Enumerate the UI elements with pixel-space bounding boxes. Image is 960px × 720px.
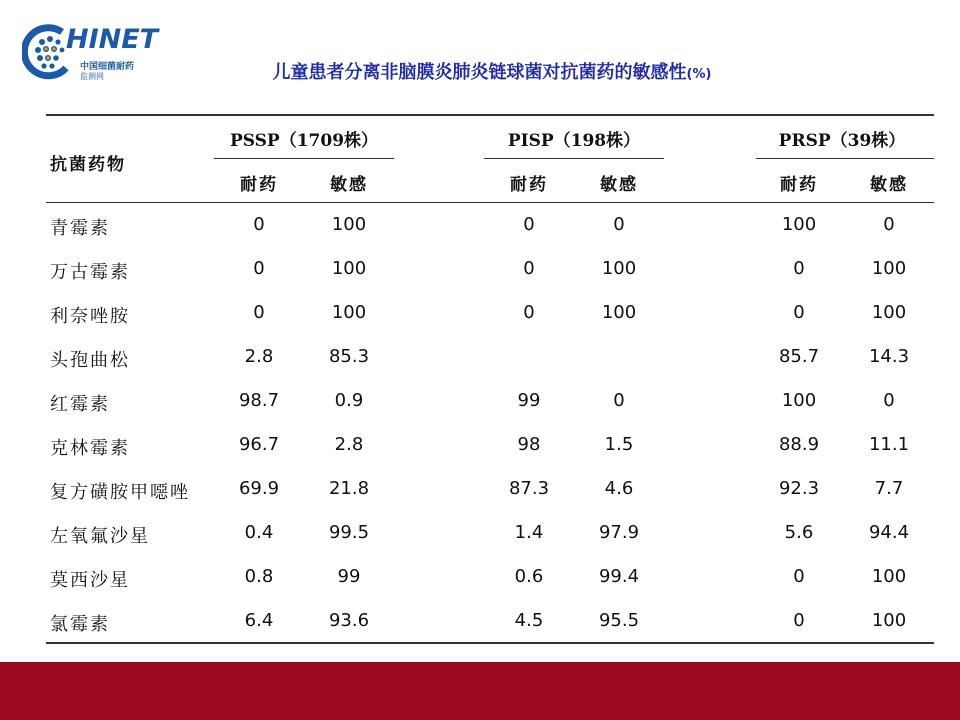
table-cell: 11.1 xyxy=(868,434,910,455)
title-main: 儿童患者分离非脑膜炎肺炎链球菌对抗菌药的敏感性 xyxy=(272,62,687,83)
table-cell: 0 xyxy=(523,258,535,279)
table-cell: 2.8 xyxy=(244,346,274,367)
table-cell: 100 xyxy=(871,566,907,587)
table-cell: 100 xyxy=(871,302,907,323)
logo-subtitle-1: 中国细菌耐药 xyxy=(80,62,135,72)
table-cell: 0 xyxy=(523,302,535,323)
table-cell: 100 xyxy=(331,214,367,235)
drug-name: 克林霉素 xyxy=(50,438,130,459)
table-cell: 87.3 xyxy=(508,478,550,499)
drug-name: 莫西沙星 xyxy=(50,570,130,591)
table-cell: 0 xyxy=(883,390,895,411)
table-cell: 100 xyxy=(781,214,817,235)
table-cell: 4.6 xyxy=(604,478,634,499)
table-cell: 1.5 xyxy=(604,434,634,455)
table-cell: 85.3 xyxy=(328,346,370,367)
subheader-resistant: 耐药 xyxy=(240,175,278,195)
table-cell: 6.4 xyxy=(244,610,274,631)
table-cell: 0 xyxy=(253,214,265,235)
table-cell: 0 xyxy=(793,302,805,323)
table-cell: 2.8 xyxy=(334,434,364,455)
table-cell: 93.6 xyxy=(328,610,370,631)
table-cell: 85.7 xyxy=(778,346,820,367)
table-cell: 97.9 xyxy=(598,522,640,543)
drug-name: 万古霉素 xyxy=(50,262,130,283)
table-cell: 100 xyxy=(331,258,367,279)
subheader-resistant: 耐药 xyxy=(510,175,548,195)
table-cell: 96.7 xyxy=(238,434,280,455)
logo xyxy=(22,22,162,88)
table-cell: 100 xyxy=(781,390,817,411)
drug-name: 左氧氟沙星 xyxy=(50,526,150,547)
table-cell: 69.9 xyxy=(238,478,280,499)
table-top-rule xyxy=(46,114,934,116)
table-cell: 0.4 xyxy=(244,522,274,543)
table-cell: 100 xyxy=(601,258,637,279)
group-header-prsp: PRSP（39株） xyxy=(778,131,906,151)
group-rule-pisp xyxy=(484,158,664,159)
table-cell: 98 xyxy=(517,434,541,455)
page-title xyxy=(212,58,772,84)
subheader-resistant: 耐药 xyxy=(780,175,818,195)
table-cell: 0.6 xyxy=(514,566,544,587)
table-cell: 0 xyxy=(793,610,805,631)
group-rule-prsp xyxy=(756,158,934,159)
table-cell: 99.4 xyxy=(598,566,640,587)
drug-name: 青霉素 xyxy=(50,218,110,239)
drug-name: 利奈唑胺 xyxy=(50,306,130,327)
table-cell: 0 xyxy=(793,566,805,587)
group-rule-pssp xyxy=(214,158,394,159)
group-header-pssp: PSSP（1709株） xyxy=(229,131,379,151)
table-cell: 100 xyxy=(601,302,637,323)
logo-brand: HINET xyxy=(66,24,159,55)
table-cell: 0.9 xyxy=(334,390,364,411)
table-cell: 99 xyxy=(337,566,361,587)
header-bottom-rule xyxy=(46,202,934,203)
subheader-sensitive: 敏感 xyxy=(870,175,908,195)
table-cell: 99.5 xyxy=(328,522,370,543)
table-cell: 0 xyxy=(253,258,265,279)
drug-name: 红霉素 xyxy=(50,394,110,415)
table-cell: 99 xyxy=(517,390,541,411)
title-suffix: (%) xyxy=(686,67,712,82)
table-cell: 14.3 xyxy=(868,346,910,367)
table-cell: 1.4 xyxy=(514,522,544,543)
table-cell: 94.4 xyxy=(868,522,910,543)
drug-name: 复方磺胺甲噁唑 xyxy=(50,482,190,503)
subheader-sensitive: 敏感 xyxy=(330,175,368,195)
table-cell: 0 xyxy=(523,214,535,235)
table-cell: 4.5 xyxy=(514,610,544,631)
logo-subtitle-2: 监测网 xyxy=(80,72,104,81)
table-cell: 0 xyxy=(883,214,895,235)
subheader-sensitive: 敏感 xyxy=(600,175,638,195)
table-cell: 21.8 xyxy=(328,478,370,499)
table-cell: 0 xyxy=(253,302,265,323)
table-cell: 0.8 xyxy=(244,566,274,587)
table-cell: 7.7 xyxy=(874,478,904,499)
table-cell: 88.9 xyxy=(778,434,820,455)
table-cell: 0 xyxy=(613,390,625,411)
footer-bar xyxy=(0,662,960,720)
table-cell: 100 xyxy=(331,302,367,323)
table-cell: 95.5 xyxy=(598,610,640,631)
table-bottom-rule xyxy=(46,642,934,644)
table-cell: 98.7 xyxy=(238,390,280,411)
drug-name: 头孢曲松 xyxy=(50,350,130,371)
table-cell: 5.6 xyxy=(784,522,814,543)
group-header-pisp: PISP（198株） xyxy=(507,131,641,151)
table-cell: 100 xyxy=(871,610,907,631)
table-cell: 0 xyxy=(613,214,625,235)
table-cell: 92.3 xyxy=(778,478,820,499)
table-cell: 0 xyxy=(793,258,805,279)
row-header-label: 抗菌药物 xyxy=(50,155,126,175)
drug-name: 氯霉素 xyxy=(50,614,110,635)
table-cell: 100 xyxy=(871,258,907,279)
